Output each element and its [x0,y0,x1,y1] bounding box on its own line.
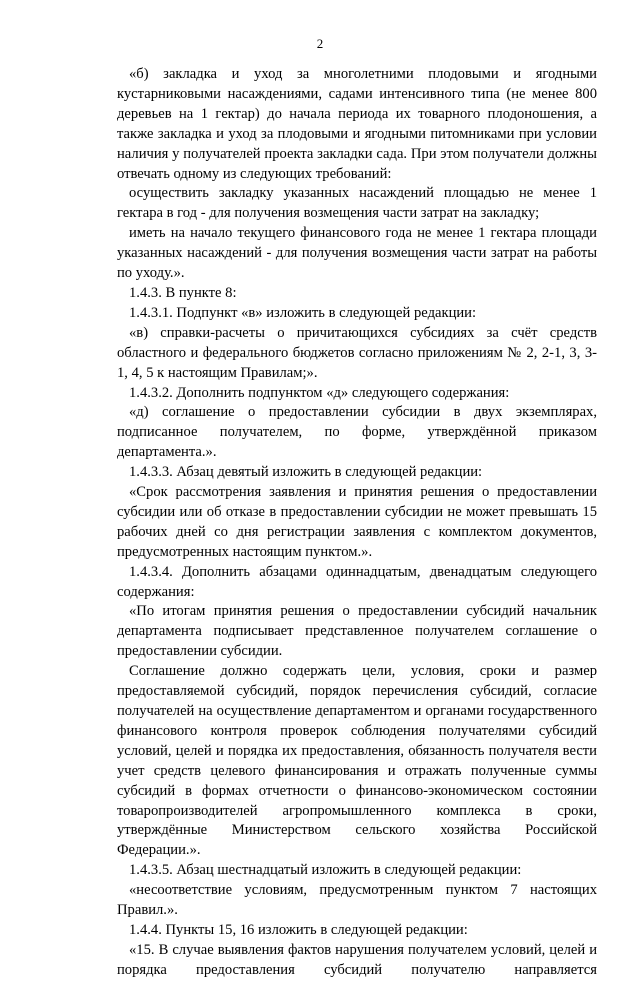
paragraph: 1.4.3.1. Подпункт «в» изложить в следующей редакции: [129,304,477,321]
page-number: 2 [316,36,324,51]
paragraph: 1.4.3.3. Абзац девятый изложить в следующей редакции: [129,464,483,481]
paragraph: 1.4.3. В пункте 8: [129,284,237,301]
paragraph: осуществить закладку указанных насаждений площадью не менее 1 гектара в год - для получения возмещения части затрат на закладку; [117,185,597,222]
paragraph: «б) закладка и уход за многолетними плодовыми и ягодными кустарниковыми насаждениями, садами интенсивного типа (не менее 800 деревьев на 1 гектар) до начала периода их товарного плодоношения, а также закладка и уход за плодовыми и ягодными питомниками при условии наличия у получателей проекта закладки сада. При этом получатели должны отвечать одному из следующих требований: [117,66,597,182]
paragraph: 1.4.4. Пункты 15, 16 изложить в следующей редакции: [129,921,468,938]
paragraph: «несоответствие условиям, предусмотренным пунктом 7 настоящих Правил.». [117,882,597,919]
paragraph: 1.4.3.5. Абзац шестнадцатый изложить в следующей редакции: [129,862,522,879]
paragraph: «По итогам принятия решения о предоставлении субсидий начальник департамента подписывает представленное получателем соглашение о предоставлении субсидии. [117,603,597,660]
paragraph: 1.4.3.2. Дополнить подпунктом «д» следующего содержания: [129,384,510,401]
paragraph: «15. В случае выявления фактов нарушения получателем условий, целей и порядка предоставления субсидий получателю направляется [117,941,597,978]
paragraph: 1.4.3.4. Дополнить абзацами одиннадцатым, двенадцатым следующего содержания: [117,563,597,600]
document-body [117,65,597,981]
paragraph: «д) соглашение о предоставлении субсидии в двух экземплярах, подписанное получателем, по форме, утверждённой приказом департамента.». [117,404,597,461]
paragraph: «Срок рассмотрения заявления и принятия решения о предоставлении субсидии или об отказе в предоставлении субсидии не может превышать 15 рабочих дней со дня регистрации заявления с комплектом документов, предусмотренных настоящим пунктом.». [117,484,597,560]
paragraph: «в) справки-расчеты о причитающихся субсидиях за счёт средств областного и федерального бюджетов согласно приложениям № 2, 2-1, 3, 3-1, 4, 5 к настоящим Правилам;». [117,324,597,381]
paragraph: Соглашение должно содержать цели, условия, сроки и размер предоставляемой субсидий, порядок перечисления субсидий, согласие получателей на осуществление департаментом и органами государственного финансового контроля проверок соблюдения получателями субсидий условий, целей и порядка их предоставления, обязанность получателя вести учет средств целевого финансирования и отражать полученные суммы субсидий в формах отчетности о финансово-экономическом состоянии товаропроизводителей агропромышленного комплекса в сроки, утверждённые Министерством сельского хозяйства Российской Федерации.». [117,663,597,859]
paragraph: иметь на начало текущего финансового года не менее 1 гектара площади указанных насаждений - для получения возмещения части затрат на работы по уходу.». [117,225,597,282]
